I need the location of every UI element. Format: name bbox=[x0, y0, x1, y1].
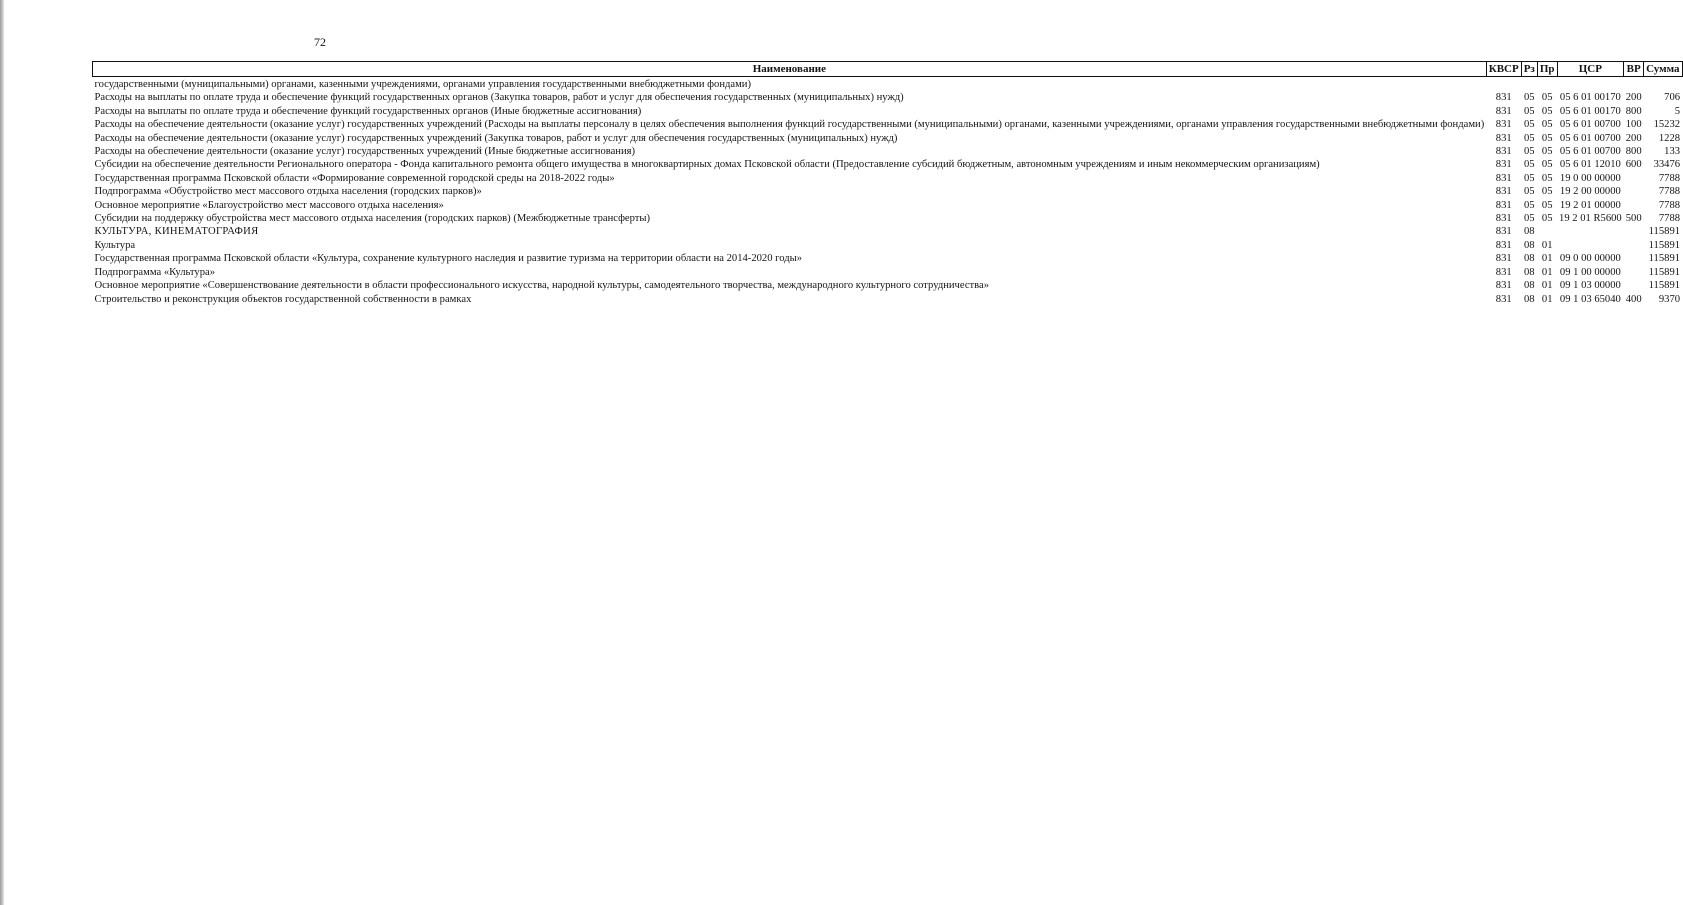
cell-sum: 7788 bbox=[1658, 172, 1681, 184]
cell-kvsr: 831 bbox=[1495, 293, 1512, 305]
cell-kvsr: 831 bbox=[1495, 105, 1512, 117]
table-row bbox=[93, 145, 1683, 158]
cell-vr: 500 bbox=[1625, 213, 1642, 225]
cell-kvsr: 831 bbox=[1495, 280, 1512, 292]
cell-rz: 05 bbox=[1523, 213, 1535, 225]
cell-name: Подпрограмма «Культура» bbox=[94, 266, 216, 278]
cell-vr bbox=[1624, 279, 1644, 292]
cell-rz: 05 bbox=[1523, 186, 1535, 198]
table-row bbox=[93, 293, 1683, 306]
cell-vr bbox=[1624, 266, 1644, 279]
cell-kvsr: 831 bbox=[1495, 199, 1512, 211]
table-row bbox=[93, 77, 1683, 92]
cell-rz: 08 bbox=[1523, 226, 1535, 238]
header-csr: ЦСР bbox=[1557, 62, 1624, 77]
cell-pr: 05 bbox=[1541, 119, 1553, 131]
cell-sum: 115891 bbox=[1648, 280, 1681, 292]
cell-sum: 115891 bbox=[1648, 226, 1681, 238]
cell-kvsr: 831 bbox=[1495, 266, 1512, 278]
table-row bbox=[93, 105, 1683, 118]
cell-csr: 05 6 01 12010 bbox=[1559, 159, 1621, 171]
cell-vr: 800 bbox=[1625, 146, 1642, 158]
cell-pr: 05 bbox=[1541, 213, 1553, 225]
cell-name: Расходы на обеспечение деятельности (оказание услуг) государственных учреждений (Иные бюджетные ассигнования) bbox=[94, 146, 636, 158]
cell-sum: 7788 bbox=[1658, 199, 1681, 211]
cell-kvsr: 831 bbox=[1495, 239, 1512, 251]
cell-vr bbox=[1624, 225, 1644, 238]
cell-csr: 09 1 03 00000 bbox=[1559, 280, 1621, 292]
cell-pr: 01 bbox=[1541, 253, 1553, 265]
cell-vr: 800 bbox=[1625, 105, 1642, 117]
cell-csr: 05 6 01 00700 bbox=[1559, 132, 1621, 144]
table-row bbox=[93, 91, 1683, 104]
cell-csr: 05 6 01 00700 bbox=[1559, 119, 1621, 131]
cell-csr: 19 2 01 R5600 bbox=[1559, 213, 1622, 225]
cell-pr: 05 bbox=[1541, 132, 1553, 144]
cell-csr: 05 6 01 00170 bbox=[1559, 105, 1621, 117]
cell-csr: 19 2 01 00000 bbox=[1559, 199, 1621, 211]
cell-sum: 1228 bbox=[1658, 132, 1681, 144]
cell-pr: 01 bbox=[1541, 280, 1553, 292]
cell-pr: 05 bbox=[1541, 105, 1553, 117]
cell-kvsr: 831 bbox=[1495, 146, 1512, 158]
cell-kvsr: 831 bbox=[1495, 226, 1512, 238]
cell-csr: 05 6 01 00170 bbox=[1559, 92, 1621, 104]
cell-sum: 7788 bbox=[1658, 186, 1681, 198]
cell-kvsr: 831 bbox=[1495, 132, 1512, 144]
cell-pr bbox=[1537, 77, 1557, 92]
cell-vr: 100 bbox=[1625, 119, 1642, 131]
cell-pr bbox=[1537, 225, 1557, 238]
cell-sum: 33476 bbox=[1653, 159, 1681, 171]
cell-name: Основное мероприятие «Благоустройство мест массового отдыха населения» bbox=[94, 199, 444, 211]
cell-rz: 08 bbox=[1523, 293, 1535, 305]
cell-rz: 08 bbox=[1523, 253, 1535, 265]
cell-vr bbox=[1624, 252, 1644, 265]
header-rz: Рз bbox=[1521, 62, 1537, 77]
cell-sum: 115891 bbox=[1648, 266, 1681, 278]
table-row bbox=[93, 118, 1683, 131]
cell-csr: 05 6 01 00700 bbox=[1559, 146, 1621, 158]
cell-sum: 15232 bbox=[1653, 119, 1681, 131]
cell-name: государственными (муниципальными) органами, казенными учреждениями, органами управления государственными внебюджетными фондами) bbox=[94, 79, 752, 90]
cell-rz: 08 bbox=[1523, 239, 1535, 251]
page-number: 72 bbox=[314, 35, 326, 49]
cell-csr: 19 0 00 00000 bbox=[1559, 172, 1621, 184]
cell-name: Субсидии на поддержку обустройства мест массового отдыха населения (городских парков) (Межбюджетные трансферты) bbox=[94, 213, 651, 225]
table-row bbox=[93, 266, 1683, 279]
cell-pr: 05 bbox=[1541, 199, 1553, 211]
cell-kvsr: 831 bbox=[1495, 213, 1512, 225]
table-row bbox=[93, 172, 1683, 185]
cell-rz: 05 bbox=[1523, 172, 1535, 184]
table-row bbox=[93, 239, 1683, 252]
cell-vr: 400 bbox=[1625, 293, 1642, 305]
table-row bbox=[93, 132, 1683, 145]
cell-csr: 09 1 03 65040 bbox=[1559, 293, 1621, 305]
cell-name: Расходы на выплаты по оплате труда и обеспечение функций государственных органов (Закупка товаров, работ и услуг для обеспечения государственных (муниципальных) нужд) bbox=[94, 92, 904, 104]
cell-rz: 05 bbox=[1523, 159, 1535, 171]
cell-name: Субсидии на обеспечение деятельности Регионального оператора - Фонда капитального ремонта общего имущества в многоквартирных домах Псковской области (Предоставление субсидий бюджетным, автономным учреждениям и иным некоммерческим организациям) bbox=[94, 159, 1320, 171]
cell-csr bbox=[1557, 239, 1624, 252]
cell-name: Культура bbox=[94, 239, 136, 251]
cell-kvsr bbox=[1486, 77, 1521, 92]
table-header-row bbox=[93, 62, 1683, 77]
cell-vr: 600 bbox=[1625, 159, 1642, 171]
cell-pr: 05 bbox=[1541, 146, 1553, 158]
cell-csr: 09 1 00 00000 bbox=[1559, 266, 1621, 278]
cell-rz: 08 bbox=[1523, 266, 1535, 278]
cell-name: Подпрограмма «Обустройство мест массового отдыха населения (городских парков)» bbox=[94, 186, 482, 198]
header-sum: Сумма bbox=[1644, 62, 1682, 77]
cell-rz: 05 bbox=[1523, 92, 1535, 104]
cell-vr bbox=[1624, 185, 1644, 198]
header-vr: ВР bbox=[1624, 62, 1644, 77]
cell-pr: 01 bbox=[1541, 293, 1553, 305]
cell-rz: 05 bbox=[1523, 119, 1535, 131]
cell-rz bbox=[1521, 77, 1537, 92]
table-row bbox=[93, 252, 1683, 265]
cell-name: Расходы на обеспечение деятельности (оказание услуг) государственных учреждений (Закупка товаров, работ и услуг для обеспечения государственных (муниципальных) нужд) bbox=[94, 132, 898, 144]
cell-sum: 706 bbox=[1664, 92, 1681, 104]
cell-name: Государственная программа Псковской области «Культура, сохранение культурного наследия и развитие туризма на территории области на 2014-2020 годы» bbox=[94, 253, 803, 265]
cell-rz: 05 bbox=[1523, 105, 1535, 117]
cell-pr: 01 bbox=[1541, 239, 1553, 251]
cell-sum: 115891 bbox=[1648, 253, 1681, 265]
cell-sum: 133 bbox=[1664, 146, 1681, 158]
cell-sum: 7788 bbox=[1658, 213, 1681, 225]
cell-vr: 200 bbox=[1625, 92, 1642, 104]
cell-csr: 19 2 00 00000 bbox=[1559, 186, 1621, 198]
table-row bbox=[93, 185, 1683, 198]
cell-kvsr: 831 bbox=[1495, 172, 1512, 184]
cell-name: Строительство и реконструкция объектов государственной собственности в рамках bbox=[94, 293, 472, 305]
header-kvsr: КВСР bbox=[1486, 62, 1521, 77]
cell-kvsr: 831 bbox=[1495, 159, 1512, 171]
table-row bbox=[93, 158, 1683, 171]
cell-name: КУЛЬТУРА, КИНЕМАТОГРАФИЯ bbox=[94, 226, 259, 238]
cell-pr: 05 bbox=[1541, 159, 1553, 171]
cell-sum: 9370 bbox=[1658, 293, 1681, 305]
cell-kvsr: 831 bbox=[1495, 119, 1512, 131]
scan-edge bbox=[0, 0, 4, 905]
table-row bbox=[93, 279, 1683, 292]
cell-name: Расходы на обеспечение деятельности (оказание услуг) государственных учреждений (Расходы на выплаты персоналу в целях обеспечения выполнения функций государственными (муниципальными) органами, казенными учреждениями, органами управления государственными внебюджетными фондами) bbox=[94, 119, 1485, 131]
budget-table bbox=[92, 61, 1683, 306]
cell-name: Государственная программа Псковской области «Формирование современной городской среды на 2018-2022 годы» bbox=[94, 172, 615, 184]
table-row bbox=[93, 212, 1683, 225]
cell-name: Расходы на выплаты по оплате труда и обеспечение функций государственных органов (Иные бюджетные ассигнования) bbox=[94, 105, 642, 117]
cell-kvsr: 831 bbox=[1495, 186, 1512, 198]
cell-sum: 5 bbox=[1674, 105, 1681, 117]
cell-rz: 05 bbox=[1523, 199, 1535, 211]
cell-vr bbox=[1624, 239, 1644, 252]
header-name: Наименование bbox=[93, 62, 1487, 77]
cell-pr: 01 bbox=[1541, 266, 1553, 278]
cell-pr: 05 bbox=[1541, 92, 1553, 104]
cell-pr: 05 bbox=[1541, 172, 1553, 184]
cell-vr bbox=[1624, 199, 1644, 212]
cell-sum bbox=[1644, 77, 1682, 92]
cell-rz: 08 bbox=[1523, 280, 1535, 292]
table-row bbox=[93, 225, 1683, 238]
cell-sum: 115891 bbox=[1648, 239, 1681, 251]
cell-kvsr: 831 bbox=[1495, 92, 1512, 104]
table-body bbox=[93, 77, 1683, 306]
table-row bbox=[93, 199, 1683, 212]
header-pr: Пр bbox=[1537, 62, 1557, 77]
cell-rz: 05 bbox=[1523, 132, 1535, 144]
cell-pr: 05 bbox=[1541, 186, 1553, 198]
cell-vr bbox=[1624, 77, 1644, 92]
cell-csr: 09 0 00 00000 bbox=[1559, 253, 1621, 265]
cell-csr bbox=[1557, 77, 1624, 92]
cell-rz: 05 bbox=[1523, 146, 1535, 158]
cell-vr bbox=[1624, 172, 1644, 185]
cell-vr: 200 bbox=[1625, 132, 1642, 144]
cell-name: Основное мероприятие «Совершенствование деятельности в области профессионального искусства, народной культуры, самодеятельного творчества, международного культурного сотрудничества» bbox=[94, 280, 990, 292]
cell-kvsr: 831 bbox=[1495, 253, 1512, 265]
cell-csr bbox=[1557, 225, 1624, 238]
